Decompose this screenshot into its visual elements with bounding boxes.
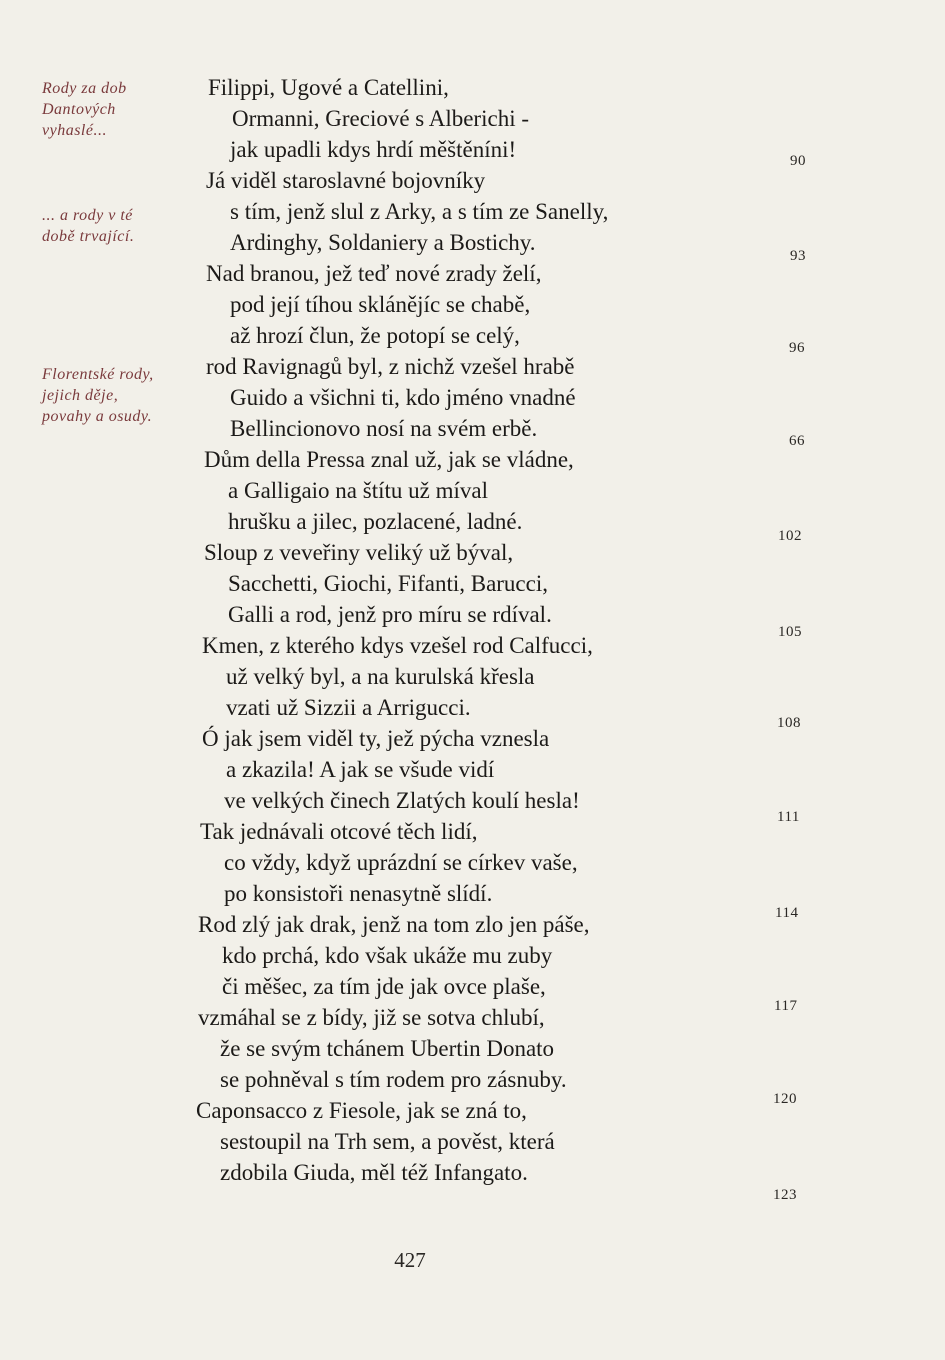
verse-line: vzati už Sizzii a Arrigucci.: [226, 695, 471, 720]
verse-line: že se svým tchánem Ubertin Donato: [220, 1036, 555, 1061]
line-number: 102: [778, 528, 802, 544]
verse-line: Sloup z veveřiny veliký už býval,: [204, 540, 514, 565]
verse-line: a zkazila! A jak se všude vidí: [226, 757, 495, 782]
verse-line: Ormanni, Greciové s Alberichi -: [232, 106, 529, 131]
line-number: 105: [778, 624, 802, 640]
verse-line: ve velkých činech Zlatých koulí hesla!: [224, 788, 580, 813]
verse-line: pod její tíhou sklánějíc se chabě,: [230, 292, 531, 317]
margin-note: [42, 205, 192, 247]
verse-line: Caponsacco z Fiesole, jak se zná to,: [196, 1098, 527, 1123]
verse-line: Guido a všichni ti, kdo jméno vnadné: [230, 385, 576, 410]
line-number: 90: [790, 153, 806, 169]
verse-line: Galli a rod, jenž pro míru se rdíval.: [228, 602, 552, 627]
margin-note-line: povahy a osudy.: [42, 408, 153, 425]
verse-line: se pohněval s tím rodem pro zásnuby.: [220, 1067, 567, 1092]
line-number: 96: [789, 340, 805, 356]
margin-note-line: Rody za dob: [42, 80, 127, 97]
margin-note-line: Florentské rody,: [42, 366, 154, 383]
verse-line: Filippi, Ugové a Catellini,: [208, 75, 449, 100]
line-number: 93: [790, 248, 806, 264]
verse-line: zdobila Giuda, měl též Infangato.: [220, 1160, 528, 1185]
verse-line: vzmáhal se z bídy, již se sotva chlubí,: [198, 1005, 545, 1030]
verse-line: s tím, jenž slul z Arky, a s tím ze Sanelly,: [230, 199, 609, 224]
verse-line: jak upadli kdys hrdí měštěníni!: [230, 137, 517, 162]
verse-line: sestoupil na Trh sem, a pověst, která: [220, 1129, 555, 1154]
margin-note-line: Dantových: [42, 101, 116, 118]
verse-line: co vždy, když uprázdní se církev vaše,: [224, 850, 578, 875]
margin-note: [42, 364, 192, 427]
verse-line: kdo prchá, kdo však ukáže mu zuby: [222, 943, 553, 968]
line-number: 123: [773, 1187, 797, 1203]
margin-note-line: vyhaslé...: [42, 122, 107, 139]
margin-note-line: době trvající.: [42, 228, 135, 245]
margin-note-line: jejich děje,: [42, 387, 119, 404]
verse-line: rod Ravignagů byl, z nichž vzešel hrabě: [206, 354, 575, 379]
verse-line: Dům della Pressa znal už, jak se vládne,: [204, 447, 574, 472]
verse-line: Ó jak jsem viděl ty, jež pýcha vznesla: [202, 726, 550, 751]
page-number: 427: [394, 1248, 426, 1272]
verse-line: Nad branou, jež teď nové zrady želí,: [206, 261, 542, 286]
verse-line: po konsistoři nenasytně slídí.: [224, 881, 493, 906]
verse-line: Ardinghy, Soldaniery a Bostichy.: [230, 230, 536, 255]
verse-line: či měšec, za tím jde jak ovce plaše,: [222, 974, 546, 999]
line-number: 111: [777, 809, 800, 825]
verse-line: už velký byl, a na kurulská křesla: [226, 664, 535, 689]
verse-line: Sacchetti, Giochi, Fifanti, Barucci,: [228, 571, 548, 596]
verse-line: Bellincionovo nosí na svém erbě.: [230, 416, 538, 441]
verse-line: až hrozí člun, že potopí se celý,: [230, 323, 520, 348]
verse-line: hrušku a jilec, pozlacené, ladné.: [228, 509, 523, 534]
margin-note-line: ... a rody v té: [42, 207, 133, 224]
verse-line: Tak jednávali otcové těch lidí,: [200, 819, 478, 844]
verse-line: Rod zlý jak drak, jenž na tom zlo jen páše,: [198, 912, 590, 937]
line-number: 120: [773, 1091, 797, 1107]
line-number: 108: [777, 715, 801, 731]
verse-line: a Galligaio na štítu už míval: [228, 478, 488, 503]
verse-line: Já viděl staroslavné bojovníky: [206, 168, 486, 193]
margin-note: [42, 78, 192, 141]
verse-line: Kmen, z kterého kdys vzešel rod Calfucci,: [202, 633, 593, 658]
line-number: 117: [774, 998, 798, 1014]
margin-glosses: [0, 0, 190, 1360]
line-number: 66: [789, 433, 805, 449]
line-number: 114: [775, 905, 799, 921]
